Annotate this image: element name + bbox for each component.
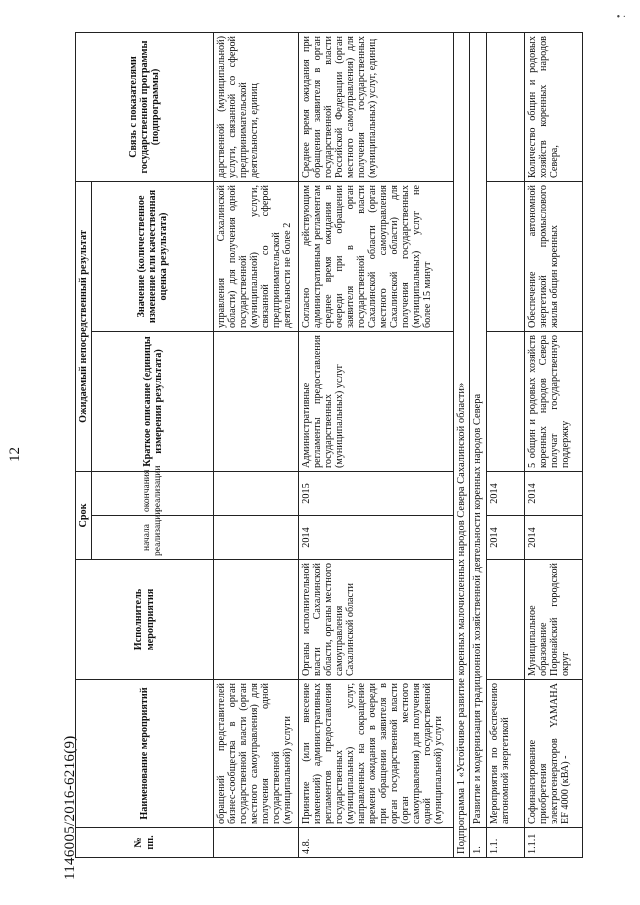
- cell-link: Среднее время ожидания при обращении заявителя в орган государственной власти Российской Федерации (орган местного самоуправления) для получения государственных (муниципальных) услуг, единиц: [299, 33, 454, 182]
- cell-end: 2015: [299, 472, 454, 516]
- col-term-end-header: окончания реализации: [92, 472, 214, 516]
- cell-num: 1.: [470, 828, 486, 858]
- cell-end: [214, 472, 299, 516]
- cell-desc: [214, 332, 299, 472]
- col-name-header: Наименование мероприятий: [76, 680, 214, 828]
- cell-end: 2014: [524, 472, 582, 516]
- col-short-desc-header: Краткое описание (единицы измерения результата): [92, 332, 214, 472]
- col-value-header: Значение (количественное изменение или качественная оценка результата): [92, 182, 214, 332]
- cell-executor: Органы исполнительной власти Сахалинской области, органы местного самоуправления Сахалинской области: [299, 560, 454, 680]
- cell-link: [486, 33, 524, 182]
- cell-name: Мероприятия по обеспечению автономной энергетикой: [486, 680, 524, 828]
- cell-end: 2014: [486, 472, 524, 516]
- table-row: [486, 33, 524, 858]
- page-number: 12: [7, 447, 23, 462]
- cell-value: [486, 182, 524, 332]
- table-row: [214, 33, 299, 858]
- scan-specks: • ·: [616, 12, 626, 23]
- col-executor-header: Исполнитель мероприятия: [76, 560, 214, 680]
- cell-start: 2014: [299, 516, 454, 560]
- col-term-start-header: начала реализации: [92, 516, 214, 560]
- cell-desc: Административные регламенты предоставления государственных (муниципальных) услуг: [299, 332, 454, 472]
- cell-num: 1.1.: [486, 828, 524, 858]
- header-row-1: [76, 33, 92, 858]
- col-link-header: Связь с показателями государственной программы (подпрограммы): [76, 33, 214, 182]
- cell-start: 2014: [524, 516, 582, 560]
- cell-value: управления Сахалинской области) для получения одной государственной (муниципальной) услуги, связанной со сферой предпринимательской деятельности не более 2: [214, 182, 299, 332]
- rotated-table-container: [75, 33, 623, 858]
- cell-desc: [486, 332, 524, 472]
- cell-value: Согласно действующим административным регламентам среднее время ожидания в очереди при обращении заявителя в орган государственной власти Сахалинской области (орган местного самоуправления Сахалинской области) для получения государственных (муниципальных) услуг не более 15 минут: [299, 182, 454, 332]
- cell-desc: 5 общин и родовых хозяйств коренных народов Севера получат государственную поддержку: [524, 332, 582, 472]
- cell-link: Количество общин и родовых хозяйств коренных народов Севера,: [524, 33, 582, 182]
- col-expected-header: Ожидаемый непосредственный результат: [76, 182, 92, 472]
- table-row: [524, 33, 582, 858]
- col-term-header: Срок: [76, 472, 92, 560]
- cell-executor: [214, 560, 299, 680]
- subprogram-row: [454, 33, 470, 858]
- cell-name: обращений представителей бизнес-сообщества в орган государственной власти (орган местного самоуправления) для получения одной государственной (муниципальной) услуги: [214, 680, 299, 828]
- subprogram-title: Подпрограмма 1 «Устойчивое развитие коренных малочисленных народов Севера Сахалинской области»: [454, 33, 470, 858]
- cell-link: дарственной (муниципальной) услуги, связанной со сферой предпринимательской деятельности, единиц: [214, 33, 299, 182]
- cell-name: Софинансирование приобретения электрогенераторов YAMAHA EF 4000 (кВА) -: [524, 680, 582, 828]
- document-code: 1146005/2016-6216(9): [62, 735, 78, 880]
- section-row: [470, 33, 486, 858]
- table-row: [299, 33, 454, 858]
- cell-num: [214, 828, 299, 858]
- cell-executor: Муниципальное образование Поронайский городской округ: [524, 560, 582, 680]
- cell-name: Принятие (или внесение изменений) административных регламентов предоставления государственных (муниципальных) услуг, направленных на сокращение времени ожидания в очереди при обращении заявителя в орган государственной власти (орган местного самоуправления) для получения одной государственной (муниципальной) услуги: [299, 680, 454, 828]
- cell-executor: [486, 560, 524, 680]
- cell-start: 2014: [486, 516, 524, 560]
- col-num-header: № пп.: [76, 828, 214, 858]
- cell-value: Обеспечение автономной энергетикой промыслового жилья общин коренных: [524, 182, 582, 332]
- cell-num: 4.8.: [299, 828, 454, 858]
- cell-start: [214, 516, 299, 560]
- section-title: Развитие и модернизация традиционной хозяйственной деятельности коренных народов Севера: [470, 33, 486, 828]
- measures-table: [75, 32, 583, 858]
- cell-num: 1.1.1: [524, 828, 582, 858]
